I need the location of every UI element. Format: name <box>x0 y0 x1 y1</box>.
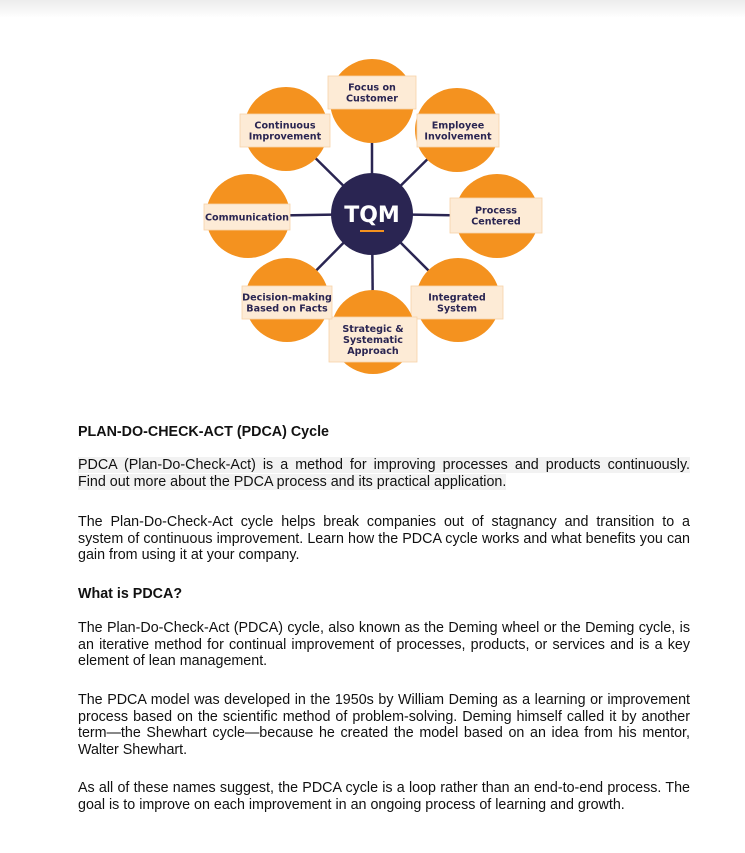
element-communication <box>204 174 290 258</box>
element-process <box>450 174 542 258</box>
intro-paragraph <box>78 457 690 490</box>
strategic-label-line: Systematic <box>343 335 403 346</box>
strategic-label-line: Approach <box>347 346 399 358</box>
strategic-label-line: Strategic & <box>342 323 404 335</box>
intro-highlight: PDCA (Plan-Do-Check-Act) is a method for improving processes and products continuously. Find out more about the PDCA process and its practical application. <box>78 457 690 490</box>
decision-label-line: Decision-making <box>242 292 332 304</box>
communication-label-line: Communication <box>204 212 290 224</box>
paragraph-3: The PDCA model was developed in the 1950s by William Deming as a learning or improvement process based on the scientific method of problem-solving. Deming himself called it by another term—the Shewhart cycle—because he created the model based on an idea from his mentor, Walter Shewhart. <box>78 692 690 758</box>
integrated-label-line: System <box>437 303 477 315</box>
tqm-hub <box>331 173 413 255</box>
paragraph-4: As all of these names suggest, the PDCA cycle is a loop rather than an end-to-end process. The goal is to improve on each improvement in an ongoing process of learning and growth. <box>78 780 690 813</box>
integrated-label-line: Integrated <box>428 292 486 304</box>
decision-label-line: Based on Facts <box>246 303 328 315</box>
element-employee <box>415 88 499 172</box>
hub-label: TQM <box>344 203 400 228</box>
element-integrated <box>411 258 503 342</box>
tqm-diagram <box>0 0 745 400</box>
employee-label-line: Employee <box>431 120 485 132</box>
process-label-line: Process <box>475 205 517 217</box>
element-strategic <box>329 290 417 374</box>
paragraph-1: The Plan-Do-Check-Act cycle helps break companies out of stagnancy and transition to a system of continuous improvement. Learn how the PDCA cycle works and what benefits you can gain from using it at your company. <box>78 514 690 564</box>
employee-label-line: Involvement <box>424 131 492 143</box>
element-decision <box>242 258 332 342</box>
continuous-label-line: Improvement <box>248 131 322 143</box>
paragraph-2: The Plan-Do-Check-Act (PDCA) cycle, also known as the Deming wheel or the Deming cycle, is an iterative method for continual improvement of processes, products, or services and is a key element of lean management. <box>78 620 690 670</box>
focus-label-line: Customer <box>346 93 398 105</box>
process-label-line: Centered <box>471 216 521 228</box>
page-title: PLAN-DO-CHECK-ACT (PDCA) Cycle <box>78 424 329 440</box>
section-heading: What is PDCA? <box>78 586 183 602</box>
focus-label-line: Focus on <box>348 82 396 94</box>
continuous-label-line: Continuous <box>254 120 316 132</box>
element-focus <box>328 59 416 143</box>
